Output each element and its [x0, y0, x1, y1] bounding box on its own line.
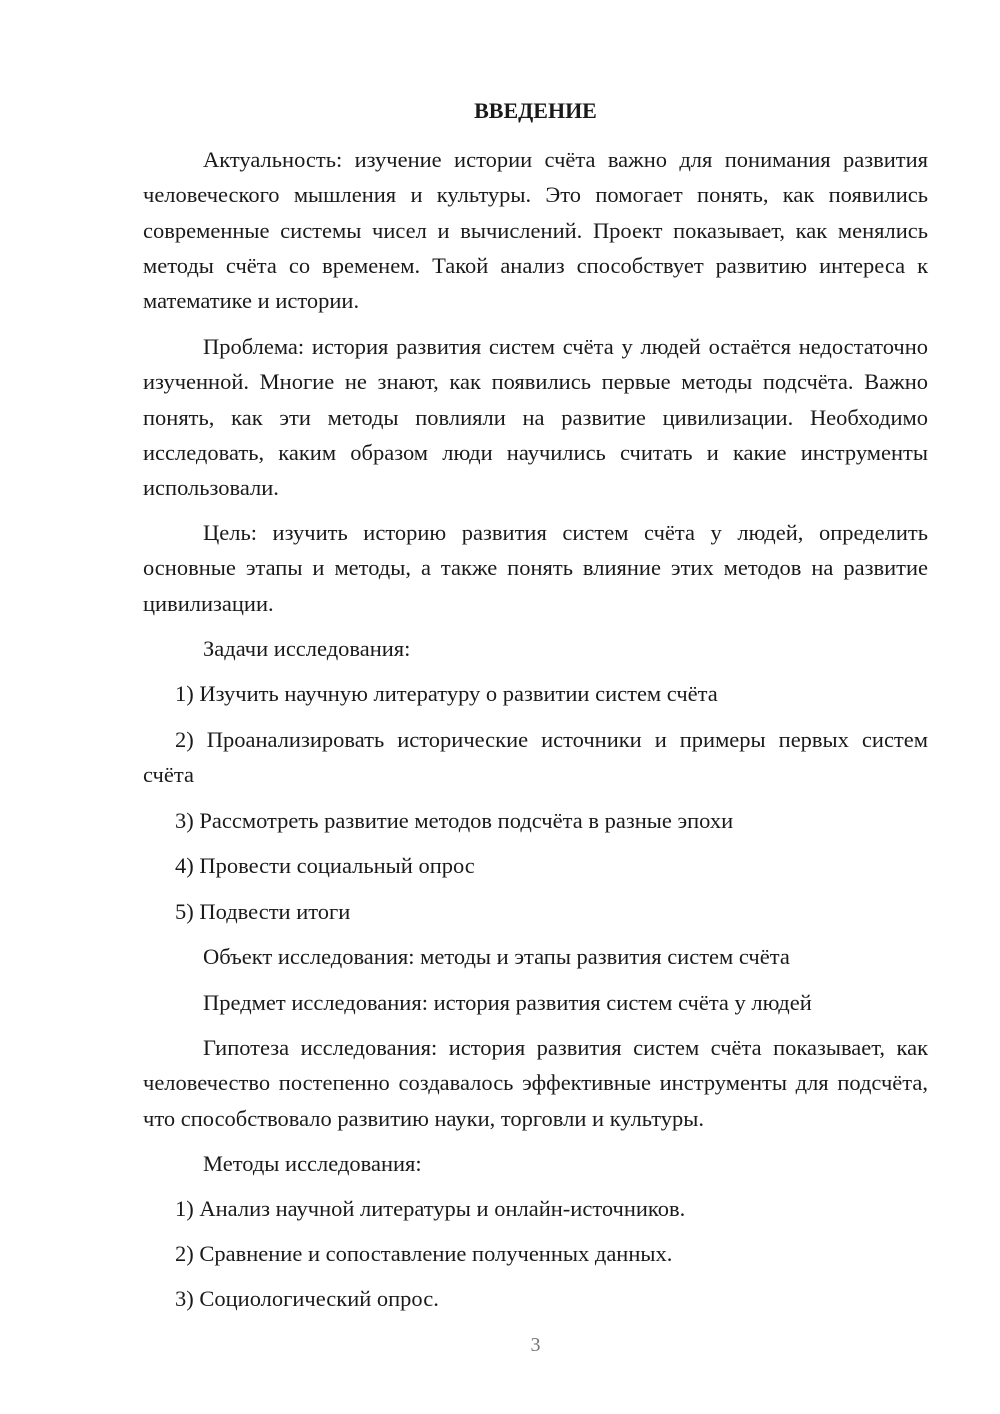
relevance-paragraph: Актуальность: изучение истории счёта важно для понимания развития человеческого мышления и культуры. Это помогает понять, как появились современные системы чисел и вычислений. Проект показывает, как менялись методы счёта со временем. Такой анализ способствует развитию интереса к математике и истории.	[143, 147, 928, 314]
tasks-heading: Задачи исследования:	[203, 636, 411, 661]
problem-paragraph: Проблема: история развития систем счёта у людей остаётся недостаточно изученной. Многие не знают, как появились первые методы подсчёта. Важно понять, как эти методы повлияли на развитие цивилизации. Необходимо исследовать, каким образом люди научились считать и какие инструменты использовали.	[143, 334, 928, 501]
method-item: 1) Анализ научной литературы и онлайн-источников.	[175, 1196, 686, 1221]
task-item: 2) Проанализировать исторические источники и примеры первых систем счёта	[143, 727, 928, 788]
goal-paragraph: Цель: изучить историю развития систем счёта у людей, определить основные этапы и методы, а также понять влияние этих методов на развитие цивилизации.	[143, 520, 928, 616]
object-paragraph: Объект исследования: методы и этапы развития систем счёта	[203, 944, 790, 969]
subject-paragraph: Предмет исследования: история развития систем счёта у людей	[203, 990, 812, 1015]
task-item: 4) Провести социальный опрос	[175, 853, 475, 878]
page-title: ВВЕДЕНИЕ	[474, 98, 597, 123]
methods-heading: Методы исследования:	[203, 1151, 422, 1176]
task-item: 1) Изучить научную литературу о развитии систем счёта	[175, 681, 718, 706]
task-item: 5) Подвести итоги	[175, 899, 351, 924]
hypothesis-paragraph: Гипотеза исследования: история развития систем счёта показывает, как человечество постепенно создавалось эффективные инструменты для подсчёта, что способствовало развитию науки, торговли и культуры.	[143, 1035, 928, 1131]
method-item: 3) Социологический опрос.	[175, 1286, 439, 1311]
method-item: 2) Сравнение и сопоставление полученных данных.	[175, 1241, 673, 1266]
document-page	[143, 0, 928, 1414]
page-number: 3	[530, 1334, 541, 1356]
task-item: 3) Рассмотреть развитие методов подсчёта в разные эпохи	[175, 808, 734, 833]
